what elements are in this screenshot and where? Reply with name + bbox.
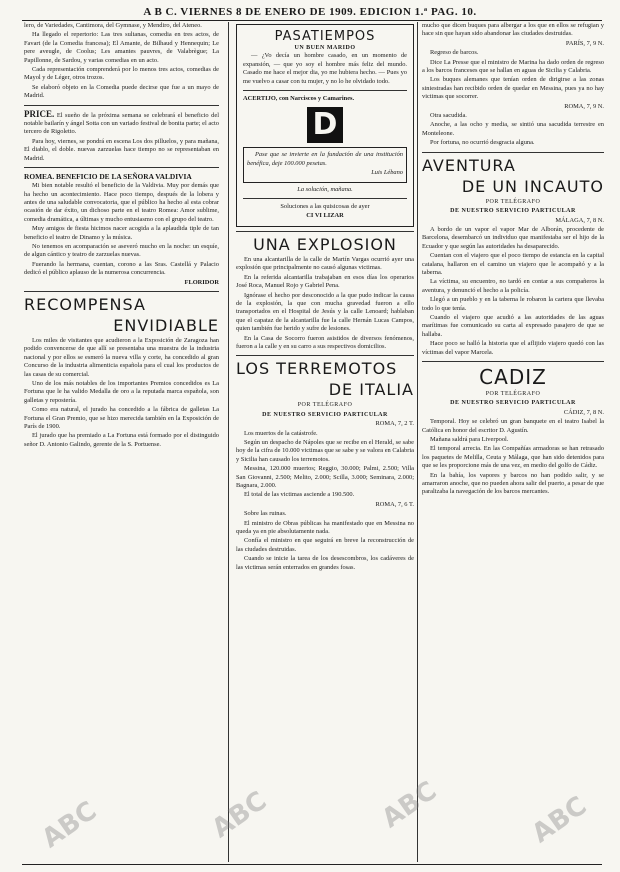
pasatiempos-subtitle: UN BUEN MARIDO [294,45,356,51]
divider [422,152,604,153]
dateline: ROMA, 7, 6 T. [375,500,414,508]
paragraph: Cuando se inicie la tarea de los desescombros, los cadáveres de las victimas serán enterrados en grandes fosas. [236,555,414,571]
service-label: DE NUESTRO SERVICIO PARTICULAR [450,400,576,407]
paragraph: Messina, 120.000 muertos; Reggio, 30.000; Palmi, 2.500; Villa San Giovanni, 2.500; Melito, 2.000; Scilla, 3.000; Seminara, 2.000; Bagnara, 2.000. [236,465,414,489]
paragraph: En la Casa de Socorro fueron asistidos de diversos fenómenos, fueron a la calle y en su carro a sus respectivos domicilios. [236,334,414,350]
paragraph: En una alcantarilla de la calle de Martín Vargas ocurrió ayer una explosión que principalmente no causó algunas victimas. [236,255,414,272]
paragraph: Los miles de visitantes que acudieron a la Exposición de Zaragoza han podido convencerse de que allí se presentaba una muestra de la industria nacional y por ellos se esmeró la nueva villa y corte, ha concedido al gran Concurso de la industria alimenticia española para el cual los productos de las casas de su comercial. [24,336,219,378]
paragraph: Sobre las ruinas. [244,510,287,518]
paragraph: No tenemos en acomparación se aseveró mucho en la noche: un esquíe, de algun cántico y teatro de zarzuelas nuevas. [24,242,219,259]
paragraph: Los muertos de la catástrofe. [244,429,318,437]
paragraph: Mañana saldrá para Liverpool. [430,436,509,444]
explosion-title: UNA EXPLOSION [253,234,397,254]
paragraph: A bordo de un vapor el vapor Mar de Alborán, procedente de Barcelona, desembarcó un individuo que manifestaba ser el hijo de la Ecuador y que según las autoridades ha desaparecido. [422,225,604,250]
dateline-label: POR TELÉGRAFO [485,198,541,205]
service-label: DE NUESTRO SERVICIO PARTICULAR [450,208,576,215]
paragraph: Uno de los más notables de los importantes Premios concedidos es La Fortuna que le ha valido Medalla de oro a la reputada marca española, son galletas y repostería. [24,380,219,404]
paragraph: Según un despacho de Nápoles que se recibe en el Herald, se sabe hoy de la cifra de 10.000 victimas que se sabe y se valora en Calabria y Sicilia han causado los terremotos. [236,438,414,463]
paragraph: Dice La Presse que el ministro de Marina ha dado orden de regreso a los barcos franceses que se hallan en aguas de Sicilia y Calabria. [422,58,604,75]
divider [24,291,219,292]
abc-watermark: ABC [36,795,103,855]
header-rule [22,20,602,21]
dateline: MÁLAGA, 7, 8 N. [555,216,604,224]
paragraph: Ignórase el hecho por desconocido a la que pudo indicar la causa de la explosión, la que con mucha gravedad fueron a ello transportados en el Hospital de Jesús y la calle Lenoard; hablaban que el capataz de la alcantarilla fue la calle Hernán Lucas Campos, quien también fue herido y sufre de lesiones. [236,291,414,333]
terremotos-title: LOS TERREMOTOS [236,359,398,379]
acertijo-clue-box [243,147,407,182]
divider [236,355,414,356]
abc-watermark: ABC [206,785,273,845]
paragraph: Cuando el viajero que acudió a las autoridades de las aguas marítimas fue comunicado su carta al expresado pasajero de que se hallaba. [422,313,604,338]
service-label: DE NUESTRO SERVICIO PARTICULAR [262,411,388,418]
paragraph: Para hoy, viernes, se pondrá en escena Los dos pilluelos, y para mañana, El diablo, el doble. nuevas zarzuelas hace tiempo no se representaban en Madrid. [24,137,219,162]
signature: FLORIDOR [184,278,219,286]
acertijo-signature: Luis Lébano [371,169,403,177]
acertijo-heading: ACERTIJO, con Narciscos y Camarines. [243,95,355,103]
dateline: PARÍS, 7, 9 N. [565,39,604,47]
paragraph: Otra sacudida. [430,112,467,120]
paragraph: lero, de Variedades, Cantimora, del Gymnase, y Mendiro, del Ateneo. [24,22,202,29]
solution-word: CI VI LIZAR [306,212,344,220]
envidiable-title: ENVIDIABLE [113,315,219,335]
column-1 [24,22,219,450]
paragraph: El jurado que ha premiado a La Fortuna está formado por el distinguido señor D. Antonio Galindo, gerente de la S. Portuense. [24,432,219,448]
divider [24,167,219,168]
divider [243,198,407,199]
column-divider [417,22,418,862]
paragraph: Llegó a un pueblo y en la taberna le robaron la cartera que llevaba todo lo que tenía. [422,296,604,312]
dateline-label: POR TELÉGRAFO [485,391,541,397]
paragraph: Cada representación comprenderá por lo menos tres actos, comedias de Mayol y de Léger, otros trozos. [24,66,219,82]
paragraph: mucho que dicen buques para albergar a los que en ellos se refugian y hace sin que hayan sido abandonar las ciudades destruidas. [422,22,604,38]
romea-heading: ROMEA. BENEFICIO DE LA SEÑORA VALDIVIA [24,172,192,182]
paragraph: Temporal. Hoy se celebró un gran banquete en el teatro Isabel la Católica en honor del escritor D. Agustín. [422,418,604,434]
column-3 [422,22,604,498]
paragraph: Los buques alemanes que tenían orden de dirigirse a las zonas siniestradas han recibido orden de quedar en Messina, pues ya no hay victimas que socorrer. [422,76,604,101]
acertijo-letter: D [307,107,343,143]
paragraph: Anoche, a las ocho y media, se sintió una sacudida terrestre en Monteleone. [422,121,604,137]
price-heading: PRICE. [24,108,55,119]
footer-rule [22,864,602,865]
incauto-title: DE UN INCAUTO [461,176,604,196]
divider [422,361,604,362]
divider [24,105,219,106]
paragraph: Muy amigos de fiesta hicimos nacer acogida a la aplaudida tiple de tan beneficio el teatro de Dinamo y la música. [24,225,219,241]
dateline: ROMA, 7, 2 T. [375,420,414,428]
aventura-title: AVENTURA [422,155,516,175]
paragraph: Ha llegado el repertorio: Las tres sultanas, comedia en tres actos, de Favart (de la Comedia francesa); El Amante, de Bilhaud y Hennequin; Le pere aveugle, de Coolus; Les amantes pauvres, de Valabrègue; La Papillonne, de Sardou, y varias comedias en un acto. [24,31,219,64]
acertijo-text: Pase que se invierte en la fundación de una institución benéfica, deje 100.000 pesetas. [247,151,403,167]
price-text: El sueño de la próxima semana se celebrará el beneficio del notable bailarín y ángel Sotta con un variado festival de bonita parte; el acto tercero de Rigoletto. [24,111,219,136]
dateline-label: POR TELÉGRAFO [297,402,353,409]
italia-title: DE ITALIA [328,380,414,400]
paragraph: El temporal arrecia. En las Compañías armadoras se han retrasado los paquetes de Melilla, Ceuta y Málaga, que han sido detenidos para que se les proporcione más de una vez, en medio del golfo de Cádiz. [422,445,604,470]
paragraph: Se elaboró objeto en la Comedia puede decirse que fue a un mayo de Madrid. [24,83,219,100]
paragraph: El total de las victimas asciende a 190.500. [244,491,355,499]
paragraph: Hace poco se halló la historia que el aflijido viajero quedó con las víctimas del vapor Marcela. [422,340,604,356]
divider [236,231,414,232]
paragraph: En la bahía, los vapores y barcos no han podido salir, y se amarraron anoche, que no pueden ahora salir del puerto, a pesar de que paralizaba la navegación de los barcos mercantes. [422,471,604,496]
paragraph: La víctima, su encuentro, no tardó en contar a sus compañeros la aventura, y denunció el hecho a la policía. [422,278,604,294]
divider [243,90,407,91]
column-2 [236,22,414,573]
recompensa-title: RECOMPENSA [24,294,146,314]
abc-watermark: ABC [526,790,593,850]
paragraph: Cuentan con el viajero que el poco tiempo de estancia en la capital catalana, hallaron en el camino un viajero que le acompañó y a la taberna. [422,252,604,276]
column-divider [228,22,229,862]
solution-heading: La solución, mañana. [297,185,353,193]
paragraph: Fuerando la hermana, cuentan, corono a las Sras. Castellá y Palacio dedicó el público aplauso de la numerosa concurrencia. [24,260,219,277]
cadiz-title: CADIZ [479,365,547,389]
paragraph: Confía el ministro en que seguirá en breve la reconstrucción de las ciudades destruidas. [236,537,414,553]
paragraph: Como era natural, el jurado ha concedido a la fábrica de galletas La Fortuna el Gran Premio, que se hizo merecida también en la Exposición de París de 1900. [24,406,219,431]
dateline: CÁDIZ, 7, 8 N. [563,408,604,416]
paragraph: — ¿Vo decía un hombre casado, en un momento de expansión, — que yo soy el hombre más feliz del mundo. Casado me hace el mejor dia, yo me hubiera hecho. — Pues yo me vuelvo a casar con tu mujer, y no lo he olvidado todo. [243,52,407,85]
solution-text: Soluciones a las quisicosas de ayer [280,203,370,211]
price-notice [24,110,219,137]
pasatiempos-box [236,24,414,227]
paragraph: Mi bien notable resultó el beneficio de la Valdivia. Muy por demás que ha hecho un acontecimiento. Hace poco tiempo, después de la lobera y antes de una saludable convocatoria, que el público ha hecho al esta cobrar ocasión de dar éxito, un dichoso parte en el teatro Romea: Amor sublime, comedia dramática, a últimas y mucho entusiasmo con el grupo del teatro. [24,182,219,223]
pasatiempos-title: PASATIEMPOS [274,29,376,44]
paragraph: Por fortuna, no ocurrió desgracia alguna. [430,139,535,147]
paragraph: El ministro de Obras públicas ha manifestado que en Messina no queda ya en pie absolutamente nada. [236,519,414,536]
paragraph: En la referida alcantarilla trabajaban en esos días los operarios José Roca, Manuel Rojo y Gabriel Pena. [236,273,414,290]
dateline: ROMA, 7, 9 N. [564,102,604,110]
abc-watermark: ABC [376,775,443,835]
paragraph: Regreso de barcos. [430,49,479,57]
page-header: A B C. VIERNES 8 DE ENERO DE 1909. EDICION 1.ª PAG. 10. [143,6,477,18]
